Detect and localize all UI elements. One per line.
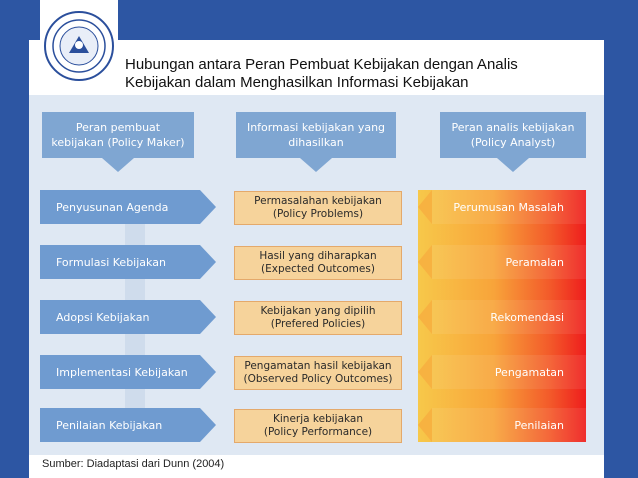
middle-item-line-2: (Policy Performance) <box>263 426 373 438</box>
middle-item-line-1: Hasil yang diharapkan <box>259 250 377 262</box>
middle-item-observed <box>234 356 402 390</box>
source-caption: Sumber: Diadaptasi dari Dunn (2004) <box>42 458 225 470</box>
middle-item-performance <box>234 409 402 443</box>
header-middle-line-1: Informasi kebijakan yang <box>246 121 386 134</box>
left-item-assessment: Penilaian Kebijakan <box>40 408 200 442</box>
middle-item-line-1: Kinerja kebijakan <box>272 413 363 425</box>
right-item-problem-structuring: Perumusan Masalah <box>432 190 586 224</box>
header-right-line-1: Peran analis kebijakan <box>451 121 575 134</box>
header-policy-maker <box>42 112 194 158</box>
header-middle-line-2: dihasilkan <box>288 136 344 149</box>
middle-item-line-2: (Prefered Policies) <box>270 318 366 330</box>
arrow-down-icon <box>102 158 134 172</box>
right-item-recommendation: Rekomendasi <box>432 300 586 334</box>
logo <box>40 0 118 93</box>
header-information <box>236 112 396 158</box>
left-item-adoption: Adopsi Kebijakan <box>40 300 200 334</box>
university-seal-icon <box>40 0 118 93</box>
middle-item-line-2: (Expected Outcomes) <box>261 263 375 275</box>
header-right-line-2: (Policy Analyst) <box>470 136 556 149</box>
middle-item-line-2: (Observed Policy Outcomes) <box>243 373 393 385</box>
header-left-line-1: Peran pembuat <box>75 121 161 134</box>
title-line-2: Kebijakan dalam Menghasilkan Informasi Kebijakan <box>125 74 469 91</box>
right-item-forecasting: Peramalan <box>432 245 586 279</box>
middle-item-policies <box>234 301 402 335</box>
middle-item-line-1: Kebijakan yang dipilih <box>260 305 376 317</box>
middle-item-line-2: (Policy Problems) <box>272 208 364 220</box>
right-item-monitoring: Pengamatan <box>432 355 586 389</box>
middle-item-line-1: Permasalahan kebijakan <box>254 195 382 207</box>
page-title <box>125 56 595 92</box>
middle-item-outcomes <box>234 246 402 280</box>
right-item-evaluation: Penilaian <box>432 408 586 442</box>
arrow-down-icon <box>497 158 529 172</box>
left-item-implementation: Implementasi Kebijakan <box>40 355 200 389</box>
middle-item-problems <box>234 191 402 225</box>
left-item-formulation: Formulasi Kebijakan <box>40 245 200 279</box>
arrow-down-icon <box>300 158 332 172</box>
header-policy-analyst <box>440 112 586 158</box>
middle-item-line-1: Pengamatan hasil kebijakan <box>244 360 392 372</box>
title-line-1: Hubungan antara Peran Pembuat Kebijakan dengan Analis <box>125 56 518 73</box>
left-item-agenda: Penyusunan Agenda <box>40 190 200 224</box>
header-left-line-2: kebijakan (Policy Maker) <box>51 136 185 149</box>
